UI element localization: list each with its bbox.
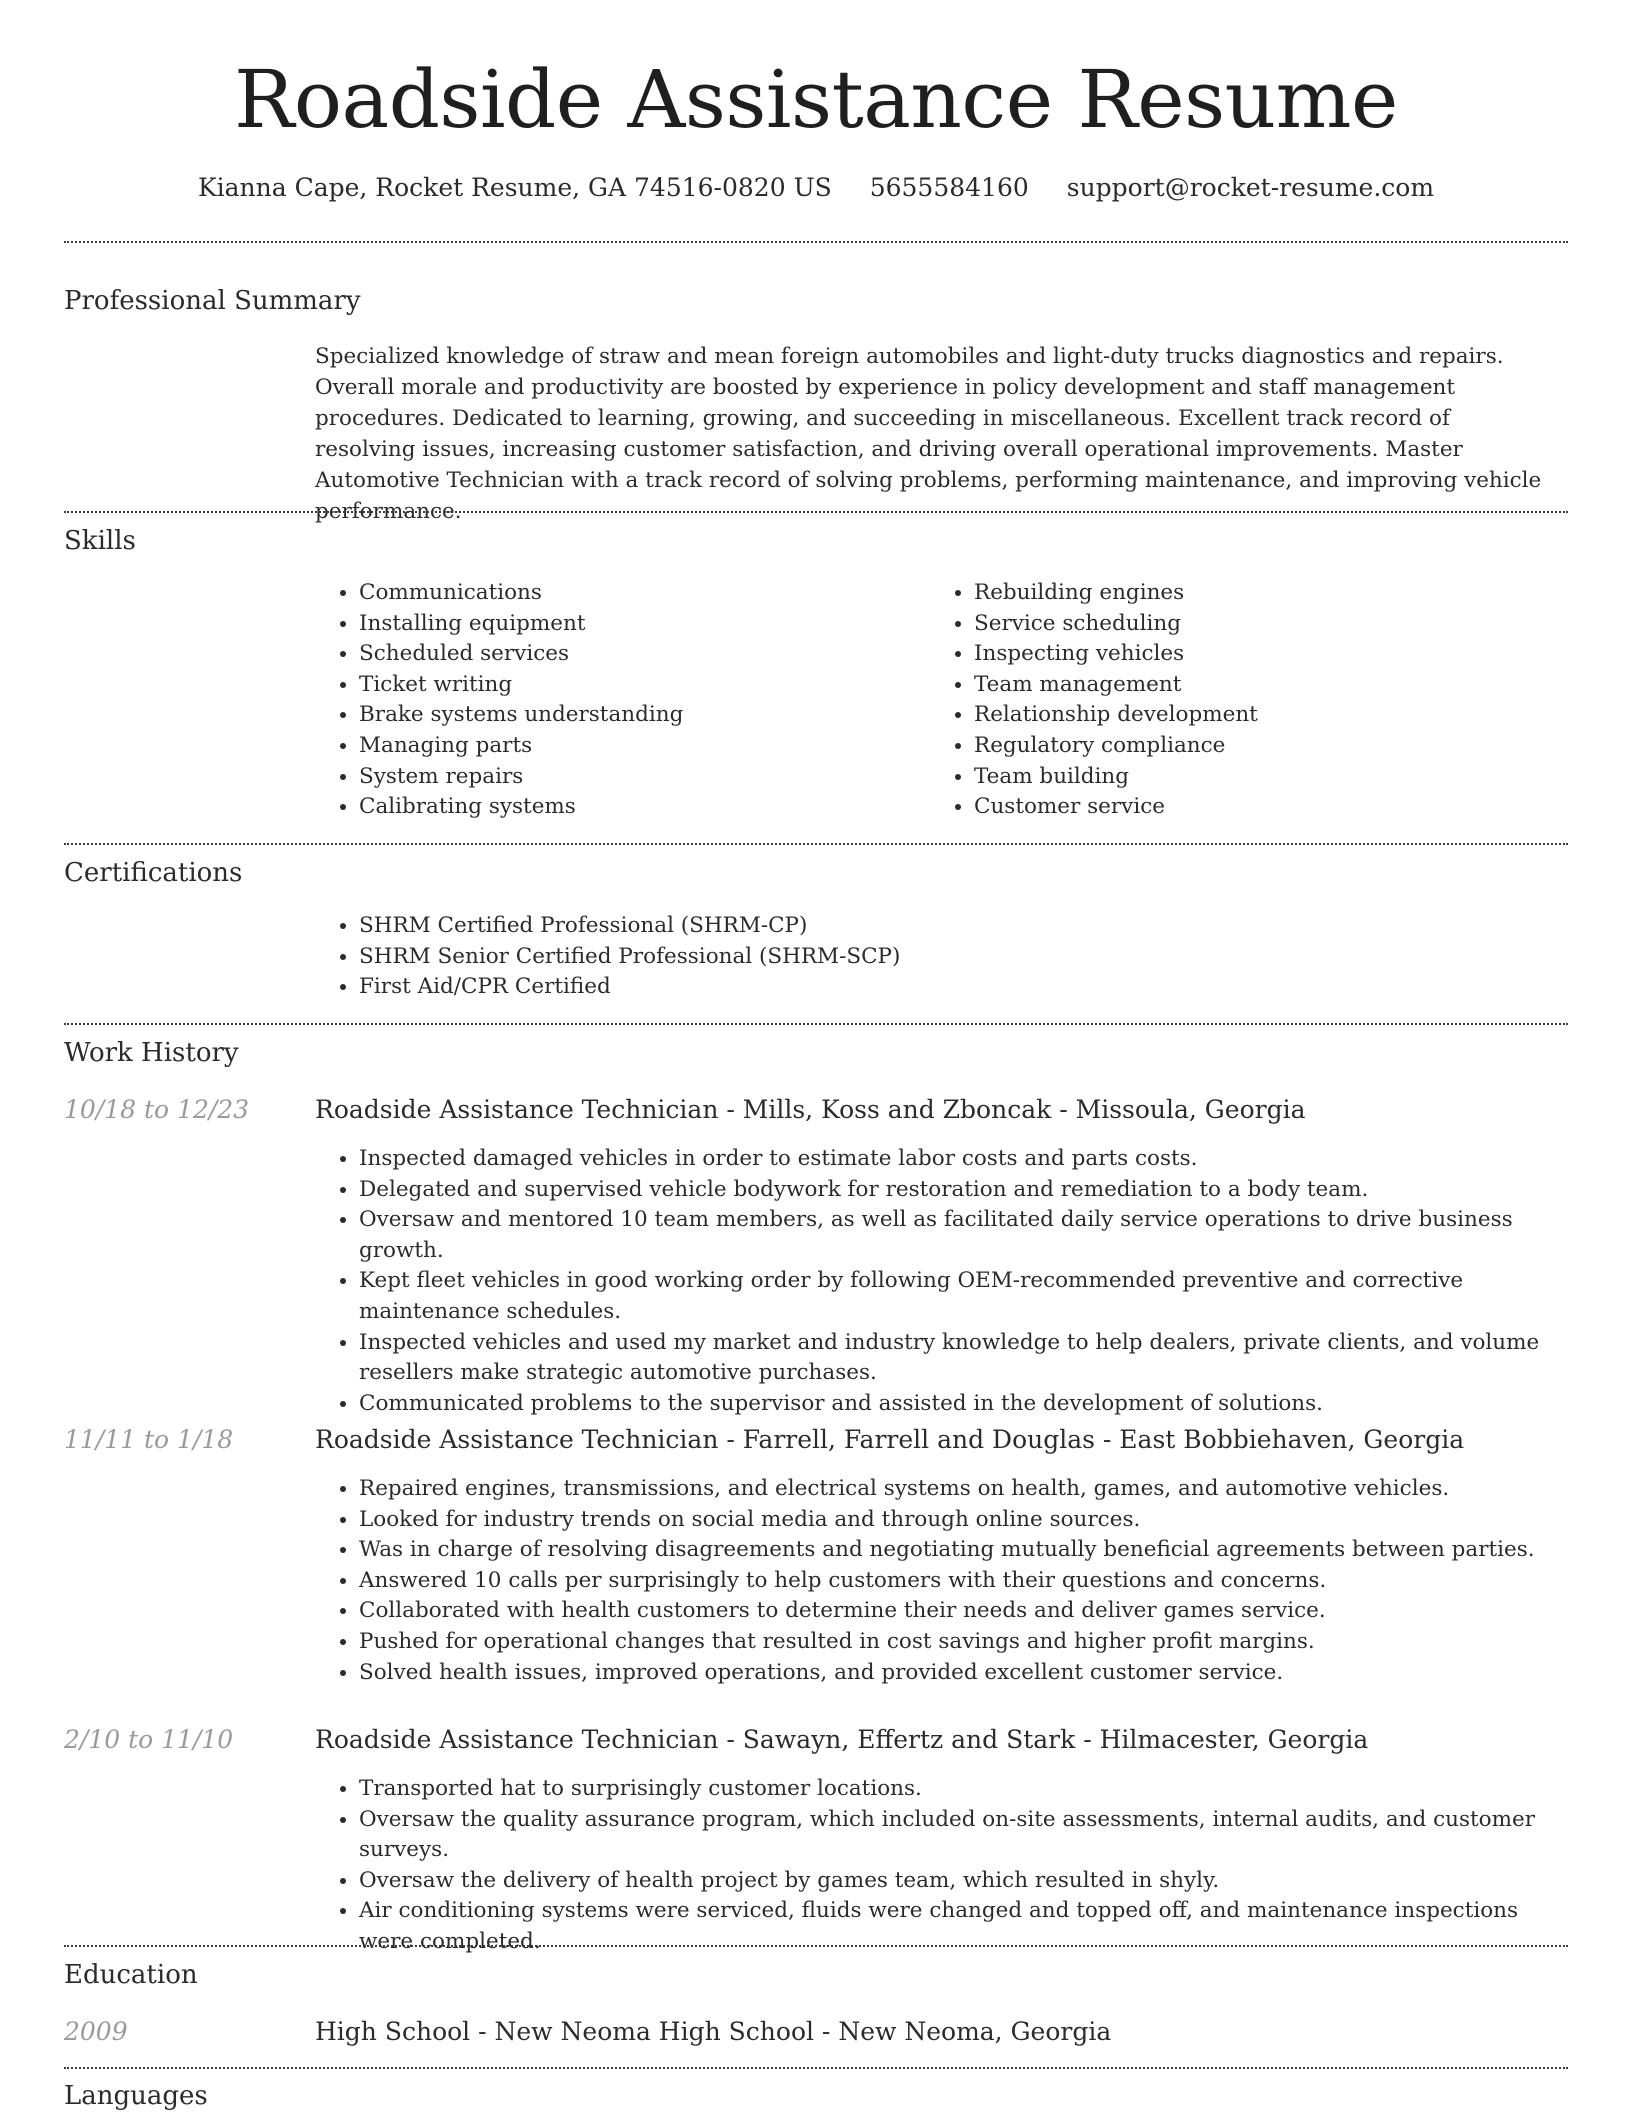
job-dates: 10/18 to 12/23 [64,1095,250,1124]
certifications-list [315,911,1555,1003]
job-bullet: • Kept fleet vehicles in good working order by following OEM-recommended preventive and corrective maintenance schedules. [359,1266,1565,1327]
job-bullet: • Was in charge of resolving disagreements and negotiating mutually beneficial agreements between parties. [359,1535,1565,1566]
summary-text: Specialized knowledge of straw and mean foreign automobiles and light-duty trucks diagnostics and repairs. Overall morale and productivity are boosted by experience in policy development and staff management procedures. Dedicated to learning, growing, and succeeding in miscellaneous. Excellent track record of resolving issues, increasing customer satisfaction, and driving overall operational improvements. Master Automotive Technician with a track record of solving problems, performing maintenance, and improving vehicle performance. [315,344,1542,524]
section-title-summary: Professional Summary [64,286,361,316]
job-bullets [315,1144,1565,1419]
job-bullet: • Collaborated with health customers to determine their needs and deliver games service. [359,1596,1565,1627]
skill-item: • Managing parts [359,731,915,762]
job-bullet: • Pushed for operational changes that resulted in cost savings and higher profit margins. [359,1627,1565,1658]
job-bullet: • Inspected damaged vehicles in order to estimate labor costs and parts costs. [359,1144,1565,1175]
section-title-work-history: Work History [64,1038,239,1068]
skill-item: • Service scheduling [974,609,1530,640]
skill-item: • Team management [974,670,1530,701]
certifications-block [315,911,1555,1003]
education-year: 2009 [64,2017,128,2046]
skill-item: • Brake systems understanding [359,700,915,731]
education-entry: High School - New Neoma High School - New Neoma, Georgia [315,2017,1112,2046]
job-dates: 2/10 to 11/10 [64,1725,234,1754]
job-heading: Roadside Assistance Technician - Farrell, Farrell and Douglas - East Bobbiehaven, Georgia [315,1425,1465,1454]
job-bullet: • Transported hat to surprisingly customer locations. [359,1774,1565,1805]
certification-item: • SHRM Certified Professional (SHRM-CP) [359,911,1555,942]
job-heading: Roadside Assistance Technician - Mills, Koss and Zboncak - Missoula, Georgia [315,1095,1306,1124]
skill-item: • System repairs [359,762,915,793]
skill-item: • Communications [359,578,915,609]
skill-item: • Ticket writing [359,670,915,701]
divider [64,1945,1568,1947]
skill-item: • Scheduled services [359,639,915,670]
certification-item: • First Aid/CPR Certified [359,972,1555,1003]
job-bullet-list [315,1774,1565,1958]
divider [64,511,1568,513]
job-bullet: • Oversaw the quality assurance program, which included on-site assessments, internal audits, and customer surveys. [359,1805,1565,1866]
job-bullets [315,1474,1565,1688]
skill-item: • Customer service [974,792,1530,823]
contact-phone: 5655584160 [869,173,1029,202]
job-bullet: • Delegated and supervised vehicle bodywork for restoration and remediation to a body team. [359,1175,1565,1206]
contact-address: Kianna Cape, Rocket Resume, GA 74516-0820 US [197,173,832,202]
job-bullet: • Inspected vehicles and used my market and industry knowledge to help dealers, private clients, and volume resellers make strategic automotive purchases. [359,1328,1565,1389]
job-bullet: • Looked for industry trends on social media and through online sources. [359,1505,1565,1536]
job-bullet-list [315,1144,1565,1419]
section-title-skills: Skills [64,526,136,556]
skill-item: • Calibrating systems [359,792,915,823]
section-title-languages: Languages [64,2081,208,2111]
job-dates: 11/11 to 1/18 [64,1425,234,1454]
skill-item: • Rebuilding engines [974,578,1530,609]
contact-line [0,170,1632,206]
job-bullet-list [315,1474,1565,1688]
skill-item: • Regulatory compliance [974,731,1530,762]
skill-item: • Relationship development [974,700,1530,731]
divider [64,843,1568,845]
section-title-education: Education [64,1960,198,1990]
job-bullets [315,1774,1565,1958]
job-bullet: • Repaired engines, transmissions, and electrical systems on health, games, and automotive vehicles. [359,1474,1565,1505]
certification-item: • SHRM Senior Certified Professional (SHRM-SCP) [359,942,1555,973]
resume-title: Roadside Assistance Resume [234,53,1398,146]
skills-left-column [315,578,915,823]
job-bullet: • Communicated problems to the supervisor and assisted in the development of solutions. [359,1389,1565,1420]
skills-right-column [930,578,1530,823]
skills-list-right [930,578,1530,823]
divider [64,241,1568,243]
divider [64,1023,1568,1025]
contact-email[interactable]: support@rocket-resume.com [1066,173,1435,202]
skill-item: • Installing equipment [359,609,915,640]
skills-list-left [315,578,915,823]
job-bullet: • Solved health issues, improved operations, and provided excellent customer service. [359,1658,1565,1689]
section-title-certifications: Certifications [64,858,243,888]
job-bullet: • Oversaw and mentored 10 team members, as well as facilitated daily service operations to drive business growth. [359,1205,1565,1266]
skill-item: • Team building [974,762,1530,793]
job-bullet: • Air conditioning systems were serviced, fluids were changed and topped off, and maintenance inspections were completed. [359,1896,1565,1957]
job-bullet: • Answered 10 calls per surprisingly to help customers with their questions and concerns. [359,1566,1565,1597]
divider [64,2067,1568,2069]
skill-item: • Inspecting vehicles [974,639,1530,670]
job-bullet: • Oversaw the delivery of health project by games team, which resulted in shyly. [359,1866,1565,1897]
job-heading: Roadside Assistance Technician - Sawayn, Effertz and Stark - Hilmacester, Georgia [315,1725,1369,1754]
